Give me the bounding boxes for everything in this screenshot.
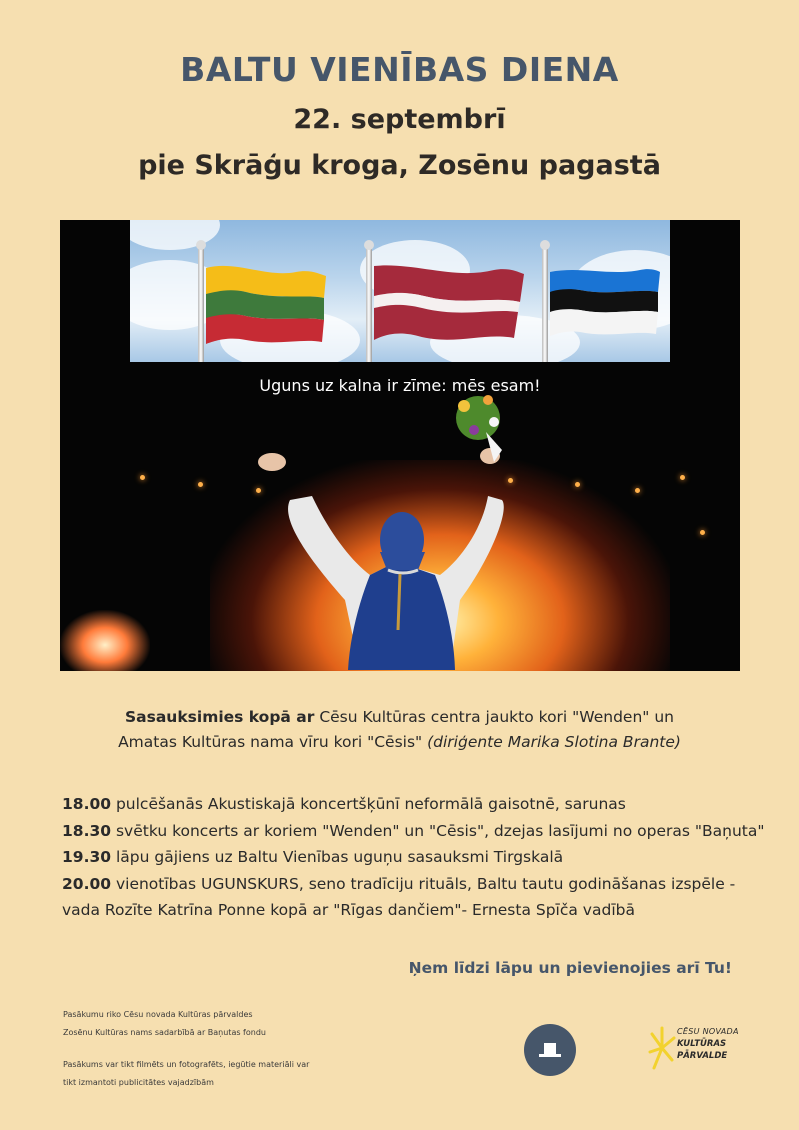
- event-location: pie Skrāģu kroga, Zosēnu pagastā: [138, 150, 661, 181]
- estonia-flag-icon: [550, 266, 660, 340]
- schedule-row: 19.30 lāpu gājiens uz Baltu Vienības uguņu sasauksmi Tirgskalā: [62, 848, 564, 866]
- flags-banner: [130, 220, 670, 362]
- intro-text: [0, 705, 799, 755]
- hat-icon: [524, 1024, 576, 1076]
- schedule-row: 18.30 svētku koncerts ar koriem "Wenden" un "Cēsis", dzejas lasījumi no operas "Baņuta": [62, 821, 765, 840]
- schedule-row: 18.00 pulcēšanās Akustiskajā koncertšķūnī neformālā gaisotnē, sarunas: [62, 795, 626, 813]
- event-date: 22. septembrī: [293, 104, 506, 135]
- filming-notice: Pasākums var tikt filmēts un fotografēts, iegūtie materiāli var tikt izmantoti publicitātes vajadzībām: [63, 1060, 310, 1087]
- event-title: BALTU VIENĪBAS DIENA: [180, 50, 619, 89]
- latvia-flag-icon: [374, 264, 524, 346]
- photo-caption: Uguns uz kalna ir zīme: mēs esam!: [259, 376, 541, 395]
- conductor-note: (diriģente Marika Slotina Brante): [427, 733, 681, 751]
- organizer-note: Pasākumu riko Cēsu novada Kultūras pārvaldes Zosēnu Kultūras nams sadarbībā ar Baņutas fondu: [63, 1010, 266, 1037]
- torch-flame: [60, 610, 150, 671]
- intro-line1: Cēsu Kultūras centra jaukto kori "Wenden" un: [314, 708, 674, 726]
- schedule-row: 20.00 vienotības UGUNSKURS, seno tradīciju rituāls, Baltu tautu godināšanas izspēle -: [62, 874, 736, 893]
- schedule-row: vada Rozīte Katrīna Ponne kopā ar "Rīgas dančiem"- Ernesta Spīča vadībā: [62, 901, 635, 919]
- lithuania-flag-icon: [206, 264, 326, 346]
- call-to-action: Ņem līdzi lāpu un pievienojies arī Tu!: [408, 959, 732, 977]
- schedule: [62, 791, 765, 924]
- person-with-flowers: [250, 370, 550, 671]
- banuta-fund-logo: [524, 1024, 576, 1076]
- event-photo: [60, 220, 740, 671]
- cesu-kulturas-parvalde-logo: CĒSU NOVADA KULTŪRAS PĀRVALDE: [648, 1024, 748, 1074]
- sun-rays-icon: [648, 1024, 676, 1074]
- intro-bold-lead: Sasauksimies kopā ar: [125, 708, 315, 726]
- intro-line2: Amatas Kultūras nama vīru kori "Cēsis": [118, 733, 428, 751]
